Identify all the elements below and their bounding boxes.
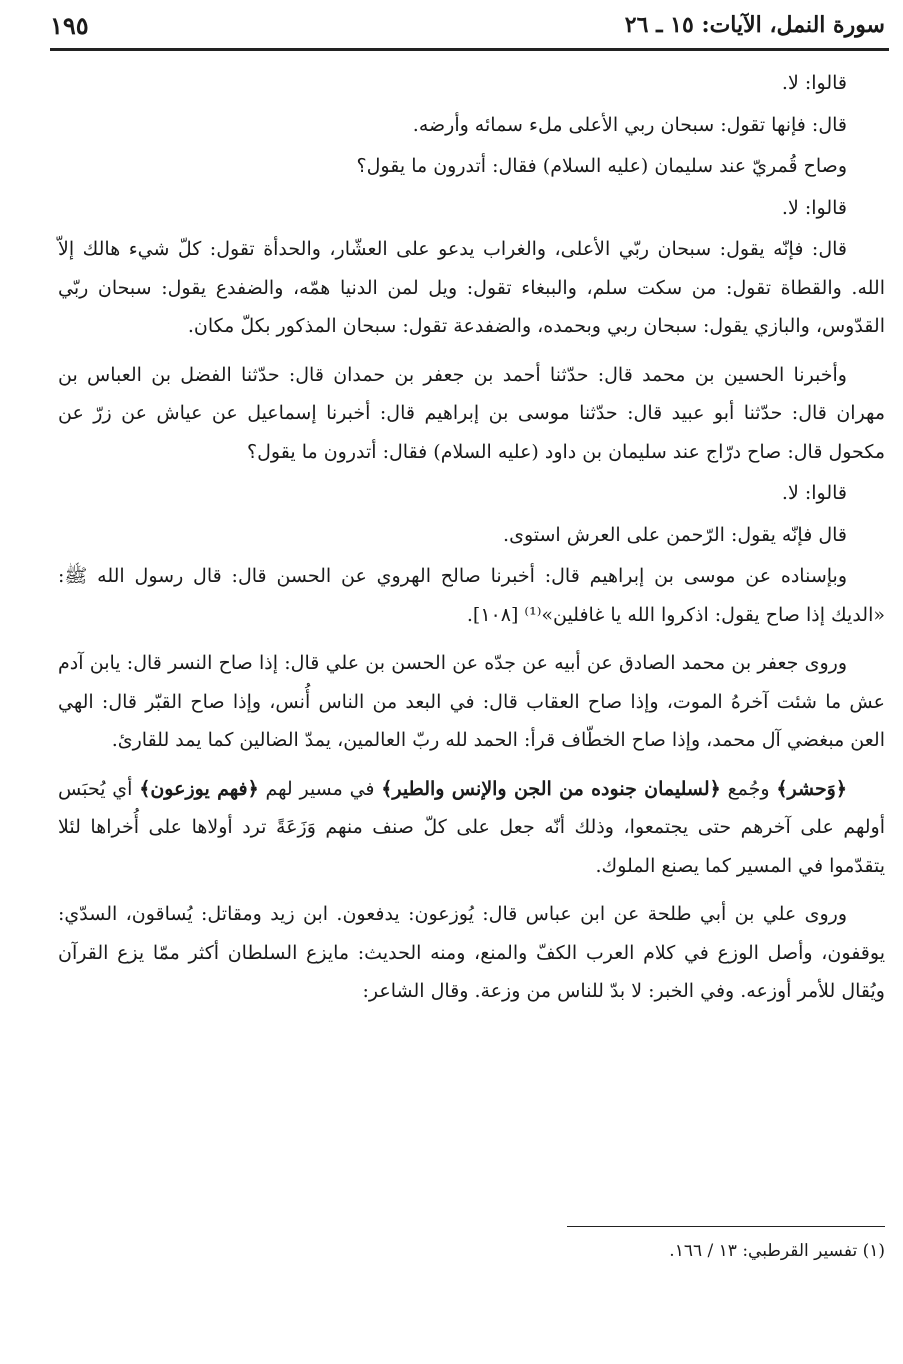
running-title: سورة النمل، الآيات: ١٥ ـ ٢٦ — [624, 12, 885, 38]
quran-word: ﴿وَحشر﴾ — [776, 777, 847, 800]
paragraph: قالوا: لا. — [781, 482, 847, 504]
commentary-text: في مسير لهم — [258, 777, 382, 800]
commentary-text: أي يُحبَس أولهم على آخرهم حتى يجتمعوا، وذلك أنّه جعل على كلّ صنف منهم وَزَعَةً ترد أولاها على أُخراها لئلا يتقدّموا في المسير كما يصنع الملوك. — [58, 777, 885, 877]
paragraph: وصاح قُمريّ عند سليمان (عليه السلام) فقال: أتدرون ما يقول؟ — [356, 155, 847, 177]
paragraph: قالوا: لا. — [781, 196, 847, 219]
footnote-rule — [567, 1226, 885, 1227]
page-header — [50, 4, 885, 46]
quran-word: ﴿لسليمان جنوده من الجن والإنس والطير﴾ — [381, 777, 721, 800]
footnote: (١) تفسير القرطبي: ١٣ / ١٦٦. — [669, 1241, 885, 1261]
quran-word: ﴿فهم يوزعون﴾ — [139, 777, 259, 800]
page-number: ١٩٥ — [50, 10, 89, 40]
paragraph: وأخبرنا الحسين بن محمد قال: حدّثنا أحمد بن جعفر بن حمدان قال: حدّثنا الفضل بن العباس بن مهران قال: حدّثنا أبو عبيد قال: حدّثنا موسى بن إبراهيم قال: أخبرنا إسماعيل عن عياش عن زرّ عن مكحول قال: صاح درّاج عند سليمان بن داود (عليه السلام) فقال: أتدرون ما يقول؟ — [58, 363, 885, 463]
header-rule — [50, 48, 889, 51]
paragraph: وروى علي بن أبي طلحة عن ابن عباس قال: يُوزعون: يدفعون. ابن زيد ومقاتل: يُساقون، السدّي: يوقفون، وأصل الوزع في كلام العرب الكفّ والمنع، ومنه الحديث: مايزع السلطان أكثر ممّا يزع القرآن ويُقال للأمر أوزعه. وفي الخبر: لا بدّ للناس من وزعة. وقال الشاعر: — [58, 903, 885, 1002]
page-body — [58, 64, 885, 1014]
paragraph: قال: فإنها تقول: سبحان ربي الأعلى ملء سمائه وأرضه. — [412, 113, 847, 136]
commentary-text: وجُمع — [720, 777, 777, 800]
verse-paragraph — [58, 770, 885, 886]
paragraph: وبإسناده عن موسى بن إبراهيم قال: أخبرنا صالح الهروي عن الحسن قال: قال رسول الله ﷺ: «الديك إذا صاح يقول: اذكروا الله يا غافلين»⁽¹⁾ [١٠٨]. — [58, 565, 885, 626]
paragraph: قال: فإنّه يقول: سبحان ربّي الأعلى، والغراب يدعو على العشّار، والحدأة تقول: كلّ شيء هالك إلاّ الله. والقطاة تقول: من سكت سلم، والببغاء تقول: ويل لمن الدنيا همّه، والضفدع يقول: سبحان ربّي القدّوس، والبازي يقول: سبحان ربي وبحمده، والضفدعة تقول: سبحان المذكور بكلّ مكان. — [58, 238, 885, 337]
paragraph: وروى جعفر بن محمد الصادق عن أبيه عن جدّه عن الحسن بن علي قال: إذا صاح النسر قال: يابن آدم عش ما شئت آخرهُ الموت، وإذا صاح العقاب قال: في البعد من الناس أُنس، وإذا صاح القبّر قال: الهي العن مبغضي آل محمد، وإذا صاح الخطّاف قرأ: الحمد لله ربّ العالمين، يمدّ الضالين كما يمد للقارئ. — [58, 652, 885, 751]
paragraph: قال فإنّه يقول: الرّحمن على العرش استوى. — [503, 523, 847, 546]
paragraph: قالوا: لا. — [781, 72, 847, 94]
